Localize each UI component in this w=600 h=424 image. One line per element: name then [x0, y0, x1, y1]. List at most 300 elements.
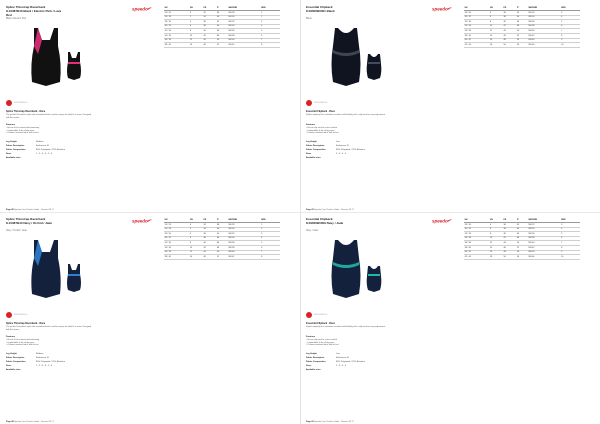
product-panel-1 — [6, 6, 298, 212]
size-column-header: FR — [203, 6, 216, 11]
size-cell: 52 — [516, 246, 528, 251]
feature-item: • Comfortable fit for all day wear — [306, 341, 335, 344]
size-cell: 42 — [216, 232, 228, 237]
size-cell: 30 / 32 — [164, 24, 189, 29]
svg-text:speedo: speedo — [132, 6, 148, 12]
size-cell: 50 — [516, 29, 528, 34]
size-column-header: UK — [164, 6, 189, 11]
size-cell: 52 — [216, 43, 228, 48]
size-column-header: UK — [164, 218, 189, 223]
size-cell: 5 — [560, 232, 580, 237]
size-cell: 3 — [260, 232, 280, 237]
page-divider-horizontal — [0, 212, 600, 213]
size-cell: 9 — [560, 250, 580, 255]
size-cell: 18 — [489, 255, 503, 260]
size-cell: NN 38 — [528, 24, 561, 29]
size-column-header: NATURE — [228, 6, 261, 11]
size-cell: 38 — [203, 236, 216, 241]
size-cell: 28 / 30 — [464, 11, 489, 16]
spec-sizes: Sizes 1 - 2 - 3 - 4 - 5 - 6 — [6, 365, 53, 367]
size-cell: 44 — [216, 24, 228, 29]
size-cell: 44 — [516, 15, 528, 20]
size-cell: 38 — [503, 227, 516, 232]
size-cell: 42 — [503, 24, 516, 29]
size-column-header: US — [189, 218, 203, 223]
size-cell: 38 / 40 — [464, 246, 489, 251]
size-cell: 50 — [216, 38, 228, 43]
swimsuit-back-image — [367, 54, 382, 80]
size-cell: 6 — [560, 24, 580, 29]
size-cell: NN 30 — [228, 15, 261, 20]
size-column-header: FR — [203, 218, 216, 223]
size-cell: 26 / 28 — [164, 15, 189, 20]
size-cell: 2 — [189, 227, 203, 232]
product-panel-3 — [6, 218, 298, 424]
size-cell: 36 — [203, 20, 216, 25]
size-cell: 46 — [203, 43, 216, 48]
size-cell: 14 — [189, 43, 203, 48]
size-cell: 42 — [203, 34, 216, 39]
feature-item: • Chlorine resistant fabric built to last — [6, 132, 39, 135]
speedo-logo — [432, 6, 452, 12]
speedo-logo — [132, 6, 152, 12]
size-cell: 40 / 42 — [464, 250, 489, 255]
size-cell: 14 — [489, 246, 503, 251]
size-cell: 0 — [189, 11, 203, 16]
size-cell: 44 — [503, 29, 516, 34]
size-cell: 54 — [516, 250, 528, 255]
spec-fabric-description: Fabric Description Endurance 10 — [6, 145, 49, 147]
size-cell: 38 / 40 — [464, 34, 489, 39]
size-cell: NN 36 — [228, 29, 261, 34]
size-cell: 34 / 36 — [464, 24, 489, 29]
spec-leg-height: Leg Height Low — [306, 141, 340, 143]
size-cell: 7 — [260, 38, 280, 43]
features-list — [306, 127, 394, 135]
size-cell: 12 — [489, 29, 503, 34]
size-cell: 2 — [260, 15, 280, 20]
size-cell: 38 — [216, 223, 228, 228]
size-cell: NN 32 — [528, 11, 561, 16]
size-cell: NN 42 — [528, 246, 561, 251]
size-cell: 7 — [560, 29, 580, 34]
size-chart-table — [464, 218, 580, 260]
swimsuit-back-trim — [68, 274, 80, 276]
size-cell: 50 — [216, 250, 228, 255]
product-title: Splice Thinstrap Racerback 8-10387B43 Black / Electric Pink / Lava Red — [6, 5, 62, 17]
size-cell: 46 — [203, 255, 216, 260]
size-cell: 48 — [503, 250, 516, 255]
size-cell: 34 — [203, 227, 216, 232]
size-cell: 36 — [503, 223, 516, 228]
features-list — [6, 127, 94, 135]
spec-fabric-composition: Fabric Composition 80% Polyamide / 20% Elastane — [306, 149, 365, 151]
size-cell: 40 — [503, 20, 516, 25]
size-cell: 42 — [516, 223, 528, 228]
size-cell: 28 / 30 — [464, 223, 489, 228]
table-row — [464, 255, 580, 260]
size-cell: NN 32 — [528, 223, 561, 228]
size-cell: NN 44 — [528, 38, 561, 43]
swimsuit-back-image — [67, 52, 81, 80]
size-cell: 32 / 34 — [164, 241, 189, 246]
size-cell: 8 — [189, 29, 203, 34]
size-column-header: NATURE — [528, 6, 561, 11]
size-cell: 16 — [489, 38, 503, 43]
size-cell: 50 — [516, 241, 528, 246]
size-cell: NN 40 — [228, 38, 261, 43]
spec-fabric-description: Fabric Description Endurance 10 — [6, 357, 49, 359]
swimsuit-front-image — [332, 240, 361, 298]
product-description: Stylish simplicity that combines comfort and flexibility with a clip back for easy adjustment. — [306, 114, 386, 116]
badge-label: ENDURANCE+ — [14, 314, 28, 316]
size-cell: 48 — [216, 246, 228, 251]
size-column-header: IT — [516, 6, 528, 11]
feature-item: • Secure fit for unrestricted swimming — [6, 127, 40, 129]
size-cell: NN 38 — [228, 34, 261, 39]
size-chart-table — [164, 6, 280, 48]
svg-text:speedo: speedo — [432, 6, 448, 12]
badge-label: ENDURANCE+ — [314, 102, 328, 104]
feature-item: • Chlorine resistant fabric built to last — [306, 344, 339, 347]
size-cell: 4 — [489, 11, 503, 16]
size-column-header: IT — [216, 6, 228, 11]
feature-item: • Secure fit for unrestricted swimming — [6, 339, 40, 341]
size-cell: 38 / 40 — [164, 255, 189, 260]
size-column-header: UK — [464, 218, 489, 223]
size-cell: 52 — [216, 255, 228, 260]
size-cell: NN 34 — [528, 15, 561, 20]
product-family: Essential Clipback · Race — [306, 110, 335, 113]
size-cell: 8 — [189, 241, 203, 246]
size-cell: 36 / 38 — [464, 29, 489, 34]
size-column-header: SIZE — [560, 218, 580, 223]
size-cell: NN 44 — [528, 250, 561, 255]
size-cell: 6 — [189, 236, 203, 241]
size-cell: 14 — [189, 255, 203, 260]
size-column-header: UK — [464, 6, 489, 11]
size-cell: 12 — [189, 250, 203, 255]
size-cell: 46 — [503, 246, 516, 251]
spec-available-sizes: Available sizes — [6, 369, 21, 371]
size-cell: 6 — [260, 246, 280, 251]
feature-item: • Comfortable fit for all day wear — [6, 129, 35, 132]
product-title: Essential Clipback 8-09600B0009 Navy / Jade — [306, 217, 344, 225]
size-cell: NN 34 — [528, 227, 561, 232]
size-cell: 56 — [516, 43, 528, 48]
size-cell: 38 / 40 — [164, 43, 189, 48]
size-cell: 26 / 28 — [164, 227, 189, 232]
endurance-badge-icon — [306, 312, 312, 318]
size-cell: 40 — [503, 232, 516, 237]
size-cell: 40 — [203, 241, 216, 246]
spec-sizes: Sizes 1 - 2 - 3 - 4 - 5 - 6 — [6, 153, 53, 155]
product-description: The perfect Racerback style with streamlined back and thin straps for ideal fit in water. Designed with flat seams. — [6, 326, 92, 331]
size-cell: 46 — [216, 29, 228, 34]
feature-item: • Secure clip back for extra comfort — [306, 339, 338, 341]
size-cell: 40 / 42 — [464, 38, 489, 43]
size-cell: 18 — [489, 43, 503, 48]
feature-item: • Comfortable fit for all day wear — [6, 341, 35, 344]
size-chart-table — [164, 218, 280, 260]
size-cell: 4 — [489, 223, 503, 228]
size-cell: 36 / 38 — [164, 38, 189, 43]
size-cell: NN 42 — [528, 34, 561, 39]
size-cell: 8 — [560, 246, 580, 251]
size-cell: 8 — [560, 34, 580, 39]
svg-text:speedo: speedo — [432, 218, 448, 224]
size-cell: 6 — [189, 24, 203, 29]
spec-fabric-composition: Fabric Composition 80% Polyamide / 20% Elastane — [6, 361, 65, 363]
swimsuit-back-trim — [368, 62, 380, 64]
size-cell: 7 — [560, 241, 580, 246]
size-cell: 6 — [489, 227, 503, 232]
swimsuit-front-image — [31, 28, 60, 86]
spec-leg-height: Leg Height Low — [306, 353, 340, 355]
swimsuit-photos — [324, 236, 384, 302]
size-cell: 52 — [516, 34, 528, 39]
spec-fabric-composition: Fabric Composition 80% Polyamide / 20% Elastane — [306, 361, 365, 363]
size-cell: NN 34 — [228, 236, 261, 241]
speedo-logo — [132, 218, 152, 224]
product-panel-2 — [306, 6, 598, 212]
size-cell: 12 — [189, 38, 203, 43]
features-list — [306, 339, 394, 347]
swimsuit-front-image — [332, 28, 361, 86]
features-list — [6, 339, 94, 347]
size-cell: NN 28 — [228, 223, 261, 228]
product-title: Essential Clipback 8-09600B0001 Black — [306, 5, 335, 13]
product-colour: Black — [306, 18, 312, 20]
page-footer: Page 41 Speedo Core Product Guide · Season SS 17 — [306, 421, 354, 423]
size-column-header: NATURE — [528, 218, 561, 223]
size-cell: 4 — [560, 227, 580, 232]
size-cell: 1 — [260, 223, 280, 228]
swimsuit-front-image — [31, 240, 60, 298]
size-column-header: FR — [503, 218, 516, 223]
product-family: Essential Clipback · Race — [306, 322, 335, 325]
size-cell: 10 — [560, 255, 580, 260]
size-cell: 56 — [516, 255, 528, 260]
size-cell: NN 36 — [228, 241, 261, 246]
product-family: Splice Thinstrap Racerback · Race — [6, 110, 46, 113]
size-cell: 34 / 36 — [464, 236, 489, 241]
size-cell: 46 — [516, 20, 528, 25]
swimsuit-photos — [24, 24, 84, 90]
size-cell: 5 — [260, 29, 280, 34]
spec-sizes: Sizes 2 - 3 - 4 - 5 — [306, 365, 347, 367]
size-cell: 6 — [560, 236, 580, 241]
size-cell: 30 / 32 — [164, 236, 189, 241]
size-cell: 34 — [203, 15, 216, 20]
size-cell: 16 — [489, 250, 503, 255]
size-cell: 30 / 32 — [464, 15, 489, 20]
size-cell: 8 — [489, 232, 503, 237]
size-cell: 48 — [503, 38, 516, 43]
size-cell: NN 40 — [528, 241, 561, 246]
size-cell: 40 — [203, 29, 216, 34]
size-cell: 36 / 38 — [464, 241, 489, 246]
spec-available-sizes: Available sizes — [6, 157, 21, 159]
size-cell: 32 / 34 — [464, 20, 489, 25]
spec-sizes: Sizes 2 - 3 - 4 - 5 — [306, 153, 347, 155]
feature-item: • Chlorine resistant fabric built to last — [306, 132, 339, 135]
spec-fabric-description: Fabric Description Endurance 10 — [306, 357, 349, 359]
swimsuit-back-image — [67, 264, 81, 292]
product-colour: Navy / Jade — [306, 230, 319, 232]
size-cell: NN 36 — [528, 20, 561, 25]
product-colour: Black / Electric Pink — [6, 18, 27, 20]
speedo-logo — [432, 218, 452, 224]
spec-leg-height: Leg Height Medium — [6, 353, 44, 355]
size-cell: NN 32 — [228, 232, 261, 237]
size-cell: 50 — [503, 43, 516, 48]
size-cell: 50 — [503, 255, 516, 260]
size-cell: 1 — [260, 11, 280, 16]
size-cell: 48 — [516, 24, 528, 29]
svg-text:speedo: speedo — [132, 218, 148, 224]
size-cell: 24 / 26 — [164, 11, 189, 16]
size-cell: 44 — [216, 236, 228, 241]
size-cell: 44 — [203, 250, 216, 255]
size-cell: 10 — [489, 24, 503, 29]
size-cell: 40 — [216, 227, 228, 232]
size-cell: 28 / 30 — [164, 20, 189, 25]
size-cell: 28 / 30 — [164, 232, 189, 237]
swimsuit-back-image — [367, 266, 382, 292]
size-column-header: SIZE — [260, 6, 280, 11]
size-cell: 38 — [216, 11, 228, 16]
size-column-header: US — [489, 6, 503, 11]
size-cell: 42 — [203, 246, 216, 251]
size-cell: 4 — [260, 24, 280, 29]
size-cell: NN 46 — [528, 255, 561, 260]
size-cell: NN 30 — [228, 227, 261, 232]
size-cell: 30 / 32 — [464, 227, 489, 232]
size-cell: 44 — [503, 241, 516, 246]
size-cell: 4 — [189, 232, 203, 237]
size-cell: NN 40 — [528, 29, 561, 34]
size-cell: 32 — [203, 223, 216, 228]
product-title: Splice Thinstrap Racerback 8-10387B43 Navy / Orchid / Jade — [6, 217, 53, 225]
size-cell: NN 42 — [228, 255, 261, 260]
size-cell: 10 — [189, 34, 203, 39]
size-cell: 32 / 34 — [464, 232, 489, 237]
size-cell: NN 36 — [528, 232, 561, 237]
product-description: The perfect Racerback style with streamlined back and thin straps for ideal fit in water. Designed with flat seams. — [6, 114, 92, 119]
size-column-header: NATURE — [228, 218, 261, 223]
size-cell: 36 — [203, 232, 216, 237]
size-cell: 2 — [189, 15, 203, 20]
feature-item: • Comfortable fit for all day wear — [306, 129, 335, 132]
features-heading: Features — [6, 124, 16, 126]
page-footer: Page 40 Speedo Core Product Guide · Season SS 17 — [6, 209, 54, 211]
table-row — [164, 255, 280, 260]
features-heading: Features — [6, 336, 16, 338]
page-footer: Page 40 Speedo Core Product Guide · Season SS 17 — [6, 421, 54, 423]
endurance-badge-icon — [6, 100, 12, 106]
product-colour: Navy / Orchid / Jade — [6, 230, 27, 232]
size-cell: 42 / 44 — [464, 43, 489, 48]
endurance-badge-icon — [306, 100, 312, 106]
swimsuit-back-trim — [368, 274, 380, 276]
spec-available-sizes: Available sizes — [306, 157, 321, 159]
size-cell: 38 — [503, 15, 516, 20]
product-panel-4 — [306, 218, 598, 424]
size-cell: 36 — [503, 11, 516, 16]
size-chart-table — [464, 6, 580, 48]
table-row — [164, 43, 280, 48]
size-cell: 32 — [203, 11, 216, 16]
size-cell: 3 — [560, 11, 580, 16]
size-column-header: US — [189, 6, 203, 11]
size-cell: 44 — [516, 227, 528, 232]
size-cell: 2 — [260, 227, 280, 232]
size-cell: 36 / 38 — [164, 250, 189, 255]
size-cell: NN 38 — [228, 246, 261, 251]
size-cell: NN 40 — [228, 250, 261, 255]
size-cell: 42 / 44 — [464, 255, 489, 260]
swimsuit-back-trim — [68, 62, 80, 64]
size-cell: 6 — [260, 34, 280, 39]
size-cell: 42 — [503, 236, 516, 241]
spec-available-sizes: Available sizes — [306, 369, 321, 371]
size-cell: 44 — [203, 38, 216, 43]
size-cell: 8 — [260, 43, 280, 48]
size-cell: NN 38 — [528, 236, 561, 241]
size-cell: 5 — [560, 20, 580, 25]
badge-label: ENDURANCE+ — [314, 314, 328, 316]
size-cell: 10 — [560, 43, 580, 48]
size-column-header: FR — [503, 6, 516, 11]
size-cell: 24 / 26 — [164, 223, 189, 228]
size-cell: 42 — [516, 11, 528, 16]
size-cell: 42 — [216, 20, 228, 25]
page-footer: Page 41 Speedo Core Product Guide · Season SS 17 — [306, 209, 354, 211]
feature-item: • Secure clip back for extra comfort — [306, 127, 338, 129]
size-cell: 32 / 34 — [164, 29, 189, 34]
size-cell: 46 — [516, 232, 528, 237]
size-cell: 38 — [203, 24, 216, 29]
feature-item: • Chlorine resistant fabric built to last — [6, 344, 39, 347]
size-cell: 8 — [489, 20, 503, 25]
spec-leg-height: Leg Height Medium — [6, 141, 44, 143]
product-family: Splice Thinstrap Racerback · Race — [6, 322, 46, 325]
size-cell: 40 — [216, 15, 228, 20]
product-description: Stylish simplicity that combines comfort and flexibility with a clip back for easy adjustment. — [306, 326, 386, 328]
size-cell: NN 46 — [528, 43, 561, 48]
size-cell: 3 — [560, 223, 580, 228]
size-cell: 4 — [260, 236, 280, 241]
badge-label: ENDURANCE+ — [14, 102, 28, 104]
size-cell: 10 — [189, 246, 203, 251]
size-cell: 48 — [516, 236, 528, 241]
size-cell: 14 — [489, 34, 503, 39]
size-cell: NN 34 — [228, 24, 261, 29]
size-column-header: IT — [516, 218, 528, 223]
size-cell: NN 42 — [228, 43, 261, 48]
size-cell: 12 — [489, 241, 503, 246]
size-cell: 9 — [560, 38, 580, 43]
size-cell: 4 — [189, 20, 203, 25]
size-cell: 34 / 36 — [164, 34, 189, 39]
endurance-badge-icon — [6, 312, 12, 318]
features-heading: Features — [306, 124, 316, 126]
features-heading: Features — [306, 336, 316, 338]
spec-fabric-composition: Fabric Composition 80% Polyamide / 20% Elastane — [6, 149, 65, 151]
size-cell: 6 — [489, 15, 503, 20]
size-cell: 54 — [516, 38, 528, 43]
